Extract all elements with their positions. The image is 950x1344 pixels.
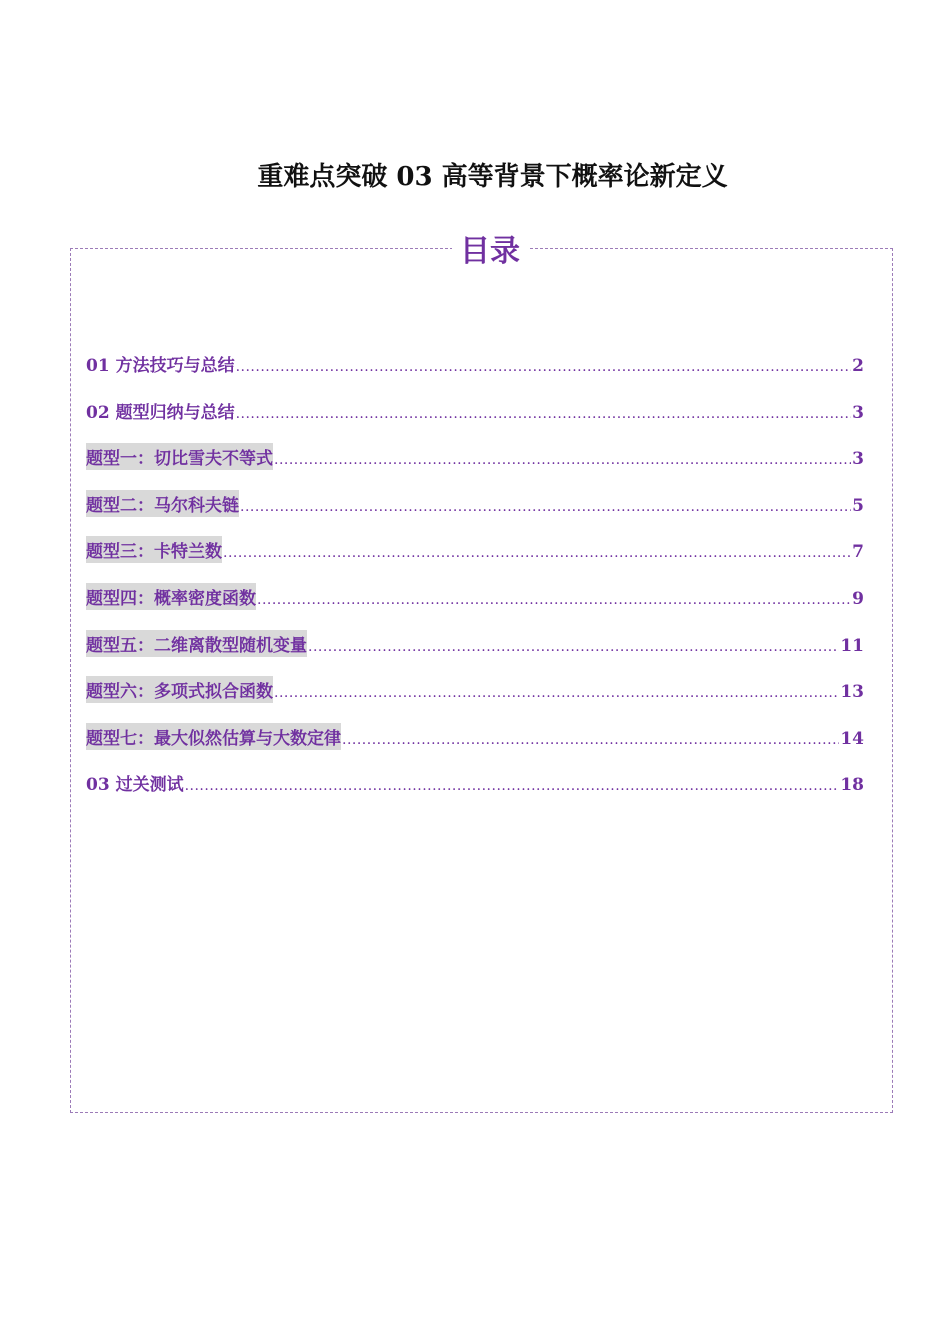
toc-dot-leader (274, 452, 851, 468)
toc-heading: 目录 (452, 232, 528, 272)
toc-entry-type-5[interactable] (86, 630, 864, 677)
toc-list (86, 350, 864, 816)
toc-entry-label: 题型一：切比雪夫不等式 (86, 443, 273, 470)
toc-entry-final-test[interactable] (86, 769, 864, 816)
toc-entry-label: 题型五：二维离散型随机变量 (86, 630, 307, 657)
toc-dot-leader (257, 592, 851, 608)
toc-entry-page: 13 (840, 682, 864, 703)
toc-entry-page: 14 (840, 728, 864, 749)
toc-entry-label: 题型七：最大似然估算与大数定律 (86, 723, 341, 750)
toc-entry-type-6[interactable] (86, 676, 864, 723)
toc-dot-leader (185, 778, 840, 794)
toc-entry-methods-summary[interactable] (86, 350, 864, 397)
toc-entry-page: 3 (852, 449, 864, 470)
toc-entry-page: 9 (852, 588, 864, 609)
toc-entry-type-3[interactable] (86, 536, 864, 583)
toc-dot-leader (274, 685, 839, 701)
toc-dot-leader (223, 545, 851, 561)
document-title: 重难点突破 03 高等背景下概率论新定义 (257, 162, 728, 192)
toc-entry-label: 题型四：概率密度函数 (86, 583, 256, 610)
toc-entry-label: 01 方法技巧与总结 (86, 356, 235, 376)
toc-entry-label: 题型二：马尔科夫链 (86, 490, 239, 517)
toc-dot-leader (236, 359, 852, 375)
toc-entry-page: 11 (840, 635, 864, 656)
toc-entry-type-2[interactable] (86, 490, 864, 537)
toc-entry-label: 题型三：卡特兰数 (86, 536, 222, 563)
toc-entry-label: 02 题型归纳与总结 (86, 402, 235, 423)
toc-entry-label: 题型六：多项式拟合函数 (86, 676, 273, 703)
toc-entry-page: 5 (852, 495, 864, 516)
toc-entry-question-types[interactable] (86, 397, 864, 444)
toc-dot-leader (236, 406, 852, 422)
toc-entry-label: 03 过关测试 (86, 775, 184, 796)
toc-entry-page: 2 (852, 356, 864, 376)
toc-entry-page: 3 (852, 402, 864, 423)
toc-entry-type-1[interactable] (86, 443, 864, 490)
toc-entry-page: 18 (840, 775, 864, 796)
toc-dot-leader (308, 639, 839, 655)
toc-entry-type-7[interactable] (86, 723, 864, 770)
toc-dot-leader (240, 499, 851, 515)
toc-entry-type-4[interactable] (86, 583, 864, 630)
toc-entry-page: 7 (852, 542, 864, 563)
toc-dot-leader (342, 732, 839, 748)
